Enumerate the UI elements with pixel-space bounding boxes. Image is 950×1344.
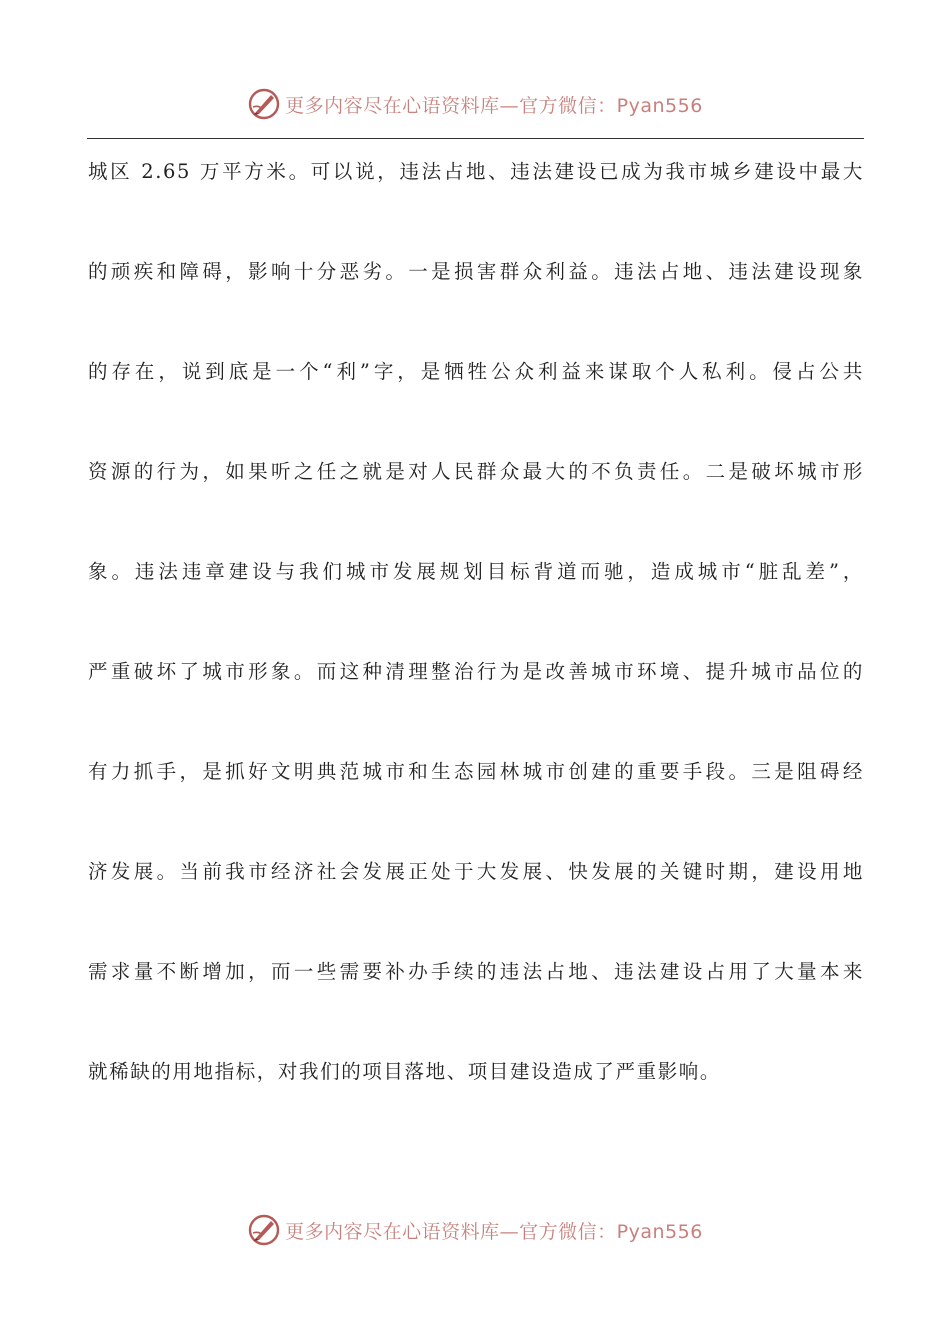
body-line: 城区 2.65 万平方米。可以说，违法占地、违法建设已成为我市城乡建设中最大 — [88, 160, 864, 183]
footer-text — [285, 1217, 703, 1244]
header-label: 更多内容尽在心语资料库—官方微信： — [285, 94, 617, 117]
pen-logo-icon — [247, 87, 281, 121]
body-line: 资源的行为，如果听之任之就是对人民群众最大的不负责任。二是破坏城市形 — [88, 460, 864, 483]
page-header — [0, 84, 950, 124]
body-line: 有力抓手，是抓好文明典范城市和生态园林城市创建的重要手段。三是阻碍经 — [88, 760, 864, 783]
header-wechat-id: Pyan556 — [616, 94, 703, 117]
body-line: 的顽疾和障碍，影响十分恶劣。一是损害群众利益。违法占地、违法建设现象 — [88, 260, 864, 283]
body-line: 需求量不断增加，而一些需要补办手续的违法占地、违法建设占用了大量本来 — [88, 960, 864, 983]
header-divider — [87, 138, 864, 139]
document-body — [88, 150, 864, 1150]
footer-label: 更多内容尽在心语资料库—官方微信： — [285, 1220, 617, 1243]
footer-wechat-id: Pyan556 — [616, 1220, 703, 1243]
body-line: 的存在，说到底是一个“利”字，是牺牲公众利益来谋取个人私利。侵占公共 — [88, 360, 864, 383]
body-line: 象。违法违章建设与我们城市发展规划目标背道而驰，造成城市“脏乱差”， — [88, 560, 864, 583]
header-text — [285, 91, 703, 118]
pen-logo-icon — [247, 1213, 281, 1247]
body-line: 就稀缺的用地指标，对我们的项目落地、项目建设造成了严重影响。 — [88, 1060, 722, 1083]
page-footer — [0, 1210, 950, 1250]
body-line: 严重破坏了城市形象。而这种清理整治行为是改善城市环境、提升城市品位的 — [88, 660, 864, 683]
body-line: 济发展。当前我市经济社会发展正处于大发展、快发展的关键时期，建设用地 — [88, 860, 864, 883]
